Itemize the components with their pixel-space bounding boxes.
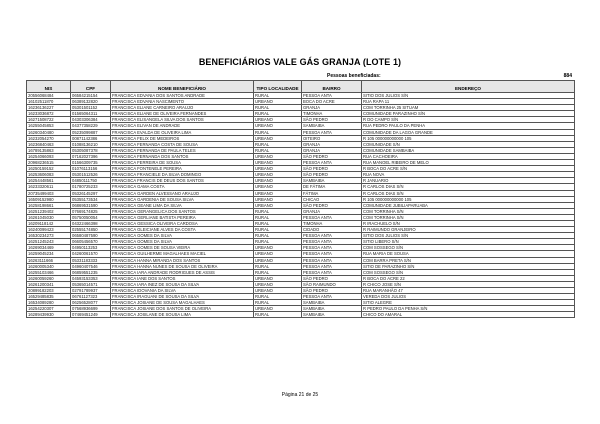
cell-nis: 16260059260 xyxy=(27,275,71,281)
cell-nome: FRANCISCA GOMES DA SILVA xyxy=(111,239,254,245)
cell-cpf: 01780725233 xyxy=(71,184,111,190)
cell-nome: FRANCISCA JOSIANE DOS SANTOS DE OLIVEIRA xyxy=(111,306,254,312)
cell-endereco: COMUNIDADE PARAZINHO S/N xyxy=(362,111,575,117)
cell-tipo-localidade: RURAL xyxy=(254,208,302,214)
cell-tipo-localidade: URBANO xyxy=(254,172,302,178)
cell-cpf: 05305087378 xyxy=(71,147,111,153)
cell-nome: FRANCISCA EDVANIA DOS SANTOS ANDRADE xyxy=(111,93,254,99)
beneficiary-table xyxy=(26,80,575,318)
cell-bairro: SAMBAIBA xyxy=(302,178,362,184)
cell-bairro: PESSOA ANTA xyxy=(302,245,362,251)
cell-bairro: SAMBAIBA xyxy=(302,300,362,306)
cell-nome: FRANCISCA EVALDA DE OLIVEIRA LIMA xyxy=(111,129,254,135)
cell-endereco: SITIO DE PARAZINHO S/N xyxy=(362,263,575,269)
cell-bairro: SÃO PEDRO xyxy=(302,166,362,172)
cell-endereco: RUA NOVA xyxy=(362,172,575,178)
cell-bairro: PESSOA ANTA xyxy=(302,269,362,275)
cell-endereco: R BOCA DO ACRE 22 xyxy=(362,275,575,281)
cell-endereco: SITIO ALEGRE xyxy=(362,300,575,306)
cell-nome: FRANCISCA ELIVAN DE ANDRADE xyxy=(111,123,254,129)
cell-tipo-localidade: URBANO xyxy=(254,288,302,294)
cell-bairro: GRANJA xyxy=(302,147,362,153)
cell-bairro: SÃO RAIMUNDO xyxy=(302,281,362,287)
cell-nis: 16236840463 xyxy=(27,141,71,147)
cell-cpf: 06869531590 xyxy=(71,202,111,208)
cell-nis: 16271508722 xyxy=(27,117,71,123)
cell-endereco: RUA MANOEL RIBEIRO DE MELO xyxy=(362,160,575,166)
cell-endereco: COMUNIDADE SAMBAIBA xyxy=(362,147,575,153)
cell-endereco: SITIO DOS JULIOS S/N xyxy=(362,93,575,99)
cell-bairro: PESSOA ANTA xyxy=(302,239,362,245)
cell-tipo-localidade: RURAL xyxy=(254,239,302,245)
header-cpf: CPF xyxy=(71,81,111,93)
cell-tipo-localidade: RURAL xyxy=(254,312,302,318)
cell-cpf: 05301512526 xyxy=(71,172,111,178)
cell-cpf: 05750050054 xyxy=(71,214,111,220)
cell-endereco: COMUNIDADE S/N xyxy=(362,141,575,147)
cell-endereco: COM SOSSEGO S/N xyxy=(362,269,575,275)
cell-bairro: PESSOA ANTA xyxy=(302,251,362,257)
cell-nome: FRANCISCA GUILHERME MAGALHAES MACIEL xyxy=(111,251,254,257)
cell-nome: FRANCISCA FRANCIELE DA SILVA DOMINGO xyxy=(111,172,254,178)
cell-nome: FRANCISCA GEANE LIMA DA SILVA xyxy=(111,202,254,208)
cell-nis: 16102511870 xyxy=(27,99,71,105)
cell-cpf: 06389132820 xyxy=(71,99,111,105)
cell-cpf: 07162027396 xyxy=(71,153,111,159)
cell-bairro: CHICAO xyxy=(302,196,362,202)
cell-cpf: 06256528077 xyxy=(71,300,111,306)
cell-tipo-localidade: URBANO xyxy=(254,160,302,166)
cell-nome: FRANCISCA JOSIANE DE SOUSA MAGALHAES xyxy=(111,300,254,306)
cell-nis: 16253606083 xyxy=(27,172,71,178)
cell-nome: FRANCISCA EDVANIA NASCIMENTO xyxy=(111,99,254,105)
cell-cpf: 02791789937 xyxy=(71,288,111,294)
cell-tipo-localidade: URBANO xyxy=(254,117,302,123)
cell-bairro: PESSOA ANTA xyxy=(302,257,362,263)
cell-cpf: 06580487590 xyxy=(71,233,111,239)
cell-bairro: SÃO PEDRO xyxy=(302,117,362,123)
cell-bairro: FÁTIMA xyxy=(302,190,362,196)
cell-tipo-localidade: RURAL xyxy=(254,147,302,153)
cell-nome: FRANCISCA GAMA COSTA xyxy=(111,184,254,190)
cell-bairro: SÃO PEDRO xyxy=(302,153,362,159)
cell-nis: 16250159152 xyxy=(27,166,71,172)
cell-cpf: 06584215154 xyxy=(71,93,111,99)
cell-nome: FRANCISCA ELIANE DE OLIVEIRA FERNANDES xyxy=(111,111,254,117)
cell-bairro: OITEIRO xyxy=(302,135,362,141)
table-row xyxy=(27,312,575,318)
cell-endereco: COM BARRA PRETA S/N xyxy=(362,257,575,263)
cell-tipo-localidade: URBANO xyxy=(254,190,302,196)
header-nis: NIS xyxy=(27,81,71,93)
page-number: Página 21 de 25 xyxy=(281,392,319,398)
cell-cpf: 01565064311 xyxy=(71,111,111,117)
cell-nome: FRANCISCA IDOVANIA DA SILVA xyxy=(111,288,254,294)
cell-nome: FRANCISCA FRANCIS DE DEUS DOS SANTOS xyxy=(111,178,254,184)
cell-tipo-localidade: URBANO xyxy=(254,306,302,312)
cell-endereco: R CHICO JOSE S/N xyxy=(362,281,575,287)
cell-cpf: 05326145297 xyxy=(71,190,111,196)
header-tipo-localidade: TIPO LOCALIDADE xyxy=(254,81,302,93)
cell-endereco: R RAIMUNDO GRANJEIRO xyxy=(362,227,575,233)
cell-endereco: R PEDRO PAULO DA PENHA S/N xyxy=(362,306,575,312)
cell-bairro: SAMBAIBA xyxy=(302,123,362,129)
cell-nome: FRANCISCA IARA INEZ DE SOUSA DA SILVA xyxy=(111,281,254,287)
cell-bairro: SÃO PEDRO xyxy=(302,288,362,294)
cell-bairro: PESSOA ANTA xyxy=(302,93,362,99)
cell-cpf: 04960407546 xyxy=(71,263,111,269)
document-title: BENEFICIÁRIOS VALE GÁS GRANJA (LOTE 1) xyxy=(198,57,402,67)
cell-nis: 16255103466 xyxy=(27,269,71,275)
cell-nome: FRANCISCA IARA ANDRADE RODRIGUES DE ASSIS xyxy=(111,269,254,275)
cell-nis: 20556068484 xyxy=(27,93,71,99)
cell-tipo-localidade: URBANO xyxy=(254,281,302,287)
cell-endereco: R BOCA DO ACRE S/N xyxy=(362,166,575,172)
cell-nome: FRANCISCA GERLIANE BATISTA PEREIRA xyxy=(111,214,254,220)
cell-nome: FRANCISCA IANE DOS SANTOS xyxy=(111,275,254,281)
cell-bairro: DE FÁTIMA xyxy=(302,184,362,190)
cell-endereco: COMUNIDADE JUBILIAPARUABA xyxy=(362,202,575,208)
cell-endereco: R IRACHUELO S/N xyxy=(362,220,575,226)
cell-tipo-localidade: RURAL xyxy=(254,111,302,117)
cell-endereco: RUA MARIA DE SOUSA xyxy=(362,251,575,257)
cell-tipo-localidade: URBANO xyxy=(254,135,302,141)
cell-endereco: R 105 000000000000 105 xyxy=(362,196,575,202)
cell-nis: 16251239402 xyxy=(27,208,71,214)
cell-bairro: GRANJA xyxy=(302,105,362,111)
cell-cpf: 04593153353 xyxy=(71,275,111,281)
cell-endereco: CHICO DO AMARAL xyxy=(362,312,575,318)
cell-cpf: 07568936699 xyxy=(71,306,111,312)
cell-nis: 16261045030 xyxy=(27,214,71,220)
cell-nome: FRANCISCA ELIANE CARNEIRO ARAUJO xyxy=(111,105,254,111)
cell-nis: 16232054270 xyxy=(27,135,71,141)
cell-nis: 16530234273 xyxy=(27,233,71,239)
cell-nome: FRANCISCA GERANGELICA DOS SANTOS xyxy=(111,208,254,214)
cell-cpf: 04260061570 xyxy=(71,251,111,257)
cell-tipo-localidade: RURAL xyxy=(254,300,302,306)
cell-nome: FRANCISCA ELISANGELA SILVA DOS SANTOS xyxy=(111,117,254,123)
cell-tipo-localidade: RURAL xyxy=(254,294,302,300)
cell-nome: FRANCISCA FERNANDA DE PAULA TELES xyxy=(111,147,254,153)
cell-cpf: 04377358229 xyxy=(71,123,111,129)
cell-nome: FRANCISCA GESSICA OLIVEIRA CARDOSA xyxy=(111,220,254,226)
cell-cpf: 06761127323 xyxy=(71,294,111,300)
cell-bairro: SÃO PEDRO xyxy=(302,275,362,281)
cell-nis: 16269034469 xyxy=(27,245,71,251)
cell-nis: 16251245243 xyxy=(27,239,71,245)
cell-bairro: GRANJA xyxy=(302,141,362,147)
cell-bairro: PESSOA ANTA xyxy=(302,294,362,300)
cell-cpf: 01566309735 xyxy=(71,160,111,166)
cell-tipo-localidade: URBANO xyxy=(254,178,302,184)
cell-endereco: RUA MARANHÃO 47 xyxy=(362,288,575,294)
cell-endereco: R DO CAMPO S/N xyxy=(362,117,575,123)
cell-bairro: SÃO PEDRO xyxy=(302,202,362,208)
cell-endereco: R 105 000000000000 105 xyxy=(362,135,575,141)
cell-endereco: COM TORRINHA S/N xyxy=(362,214,575,220)
cell-nis: 16259045234 xyxy=(27,251,71,257)
cell-tipo-localidade: RURAL xyxy=(254,214,302,220)
cell-endereco: COMUNIDADE DA LAGOA GRANDE xyxy=(362,129,575,135)
cell-nome: FRANCISCA GLEICIANE ALVES DA COSTA xyxy=(111,227,254,233)
cell-cpf: 05365014571 xyxy=(71,281,111,287)
cell-cpf: 06859551235 xyxy=(71,269,111,275)
cell-nis: 16260005340 xyxy=(27,263,71,269)
cell-cpf: 01088136210 xyxy=(71,141,111,147)
table-header-row xyxy=(27,81,575,93)
summary-count: 884 xyxy=(563,73,572,79)
cell-cpf: 07669174825 xyxy=(71,208,111,214)
cell-nis: 16236136227 xyxy=(27,105,71,111)
cell-nome: FRANCISCA HANNA NUNES DE SOUSA DE OLIVEIRA xyxy=(111,263,254,269)
cell-tipo-localidade: RURAL xyxy=(254,269,302,275)
cell-nis: 16233320611 xyxy=(27,184,71,190)
cell-tipo-localidade: URBANO xyxy=(254,196,302,202)
cell-nis: 16254220307 xyxy=(27,306,71,312)
cell-cpf: 00871142386 xyxy=(71,135,111,141)
cell-tipo-localidade: RURAL xyxy=(254,227,302,233)
header-bairro: BAIRRO xyxy=(302,81,362,93)
cell-endereco: SITIO LIBERO S/N xyxy=(362,239,575,245)
cell-bairro: PESSOA ANTA xyxy=(302,233,362,239)
cell-tipo-localidade: URBANO xyxy=(254,275,302,281)
cell-nis: 16509152980 xyxy=(27,196,71,202)
cell-endereco: COM SOSSEGO S/N xyxy=(362,245,575,251)
cell-nome: FRANCISCA FONTENELE PEREIRA xyxy=(111,166,254,172)
cell-bairro: PESSOA ANTA xyxy=(302,263,362,269)
cell-bairro: GRANJA xyxy=(302,208,362,214)
cell-nome: FRANCISCA JOSILANE DE SOUSA LIMA xyxy=(111,312,254,318)
header-endereco: ENDEREÇO xyxy=(362,81,575,93)
cell-cpf: 04303306384 xyxy=(71,117,111,123)
cell-tipo-localidade: RURAL xyxy=(254,93,302,99)
cell-tipo-localidade: RURAL xyxy=(254,220,302,226)
cell-nome: FRANCISCA HANNA MIRANDA DOS SANTOS xyxy=(111,257,254,263)
cell-cpf: 05355173534 xyxy=(71,196,111,202)
cell-nis: 16240099423 xyxy=(27,227,71,233)
cell-cpf: 05235099887 xyxy=(71,129,111,135)
cell-cpf: 05301501152 xyxy=(71,105,111,111)
cell-tipo-localidade: URBANO xyxy=(254,184,302,190)
cell-nis: 16209118142 xyxy=(27,220,71,226)
cell-bairro: BOCA DO ACRE xyxy=(302,99,362,105)
cell-bairro: SAMBAIBA xyxy=(302,306,362,312)
cell-nis: 20735499403 xyxy=(27,190,71,196)
cell-tipo-localidade: URBANO xyxy=(254,153,302,159)
cell-nome: FRANCISCA GARDEN ALVESSANO ARAUJO xyxy=(111,190,254,196)
cell-tipo-localidade: URBANO xyxy=(254,251,302,257)
cell-tipo-localidade: URBANO xyxy=(254,245,302,251)
cell-tipo-localidade: RURAL xyxy=(254,263,302,269)
cell-tipo-localidade: URBANO xyxy=(254,123,302,129)
cell-tipo-localidade: RURAL xyxy=(254,233,302,239)
cell-endereco: R JANUARIO xyxy=(362,178,575,184)
cell-tipo-localidade: RURAL xyxy=(254,105,302,111)
cell-tipo-localidade: URBANO xyxy=(254,99,302,105)
cell-nome: FRANCISCA IRAGUANI DE SOUSA DA SILVA xyxy=(111,294,254,300)
cell-endereco: COM TORRINHA S/N xyxy=(362,208,575,214)
header-nome: NOME BENEFICIÁRIO xyxy=(111,81,254,93)
cell-cpf: 07469451249 xyxy=(71,312,111,318)
cell-endereco: R CARLOS DIAS S/N xyxy=(362,190,575,196)
cell-nis: 16263111666 xyxy=(27,257,71,263)
cell-nome: FRANCISCA GARDENIA DE SOUSA SILVA xyxy=(111,196,254,202)
cell-tipo-localidade: RURAL xyxy=(254,141,302,147)
cell-endereco: RUA RAPA 11 xyxy=(362,99,575,105)
cell-cpf: 04950113253 xyxy=(71,245,111,251)
cell-cpf: 05331183333 xyxy=(71,257,111,263)
cell-nis: 16789135863 xyxy=(27,147,71,153)
cell-endereco: RUA CACHOEIRA xyxy=(362,153,575,159)
cell-nis: 16254066093 xyxy=(27,153,71,159)
cell-bairro: SÃO PEDRO xyxy=(302,172,362,178)
cell-nis: 16534089280 xyxy=(27,300,71,306)
cell-endereco: COM TORRINHA 25 SITUAM xyxy=(362,105,575,111)
cell-nis: 16529485835 xyxy=(27,294,71,300)
cell-nome: FRANCISCA FERNANDA COSTA DE SOUSA xyxy=(111,141,254,147)
cell-nome: FRANCISCA FERNANDA DOS SANTOS xyxy=(111,153,254,159)
cell-nome: FRANCISCA FERREIRA DE SOUSA xyxy=(111,160,254,166)
cell-bairro: PESSOA ANTA xyxy=(302,129,362,135)
cell-nis: 16260340480 xyxy=(27,129,71,135)
table-body xyxy=(27,93,575,318)
cell-tipo-localidade: URBANO xyxy=(254,202,302,208)
cell-bairro: CIDADO xyxy=(302,227,362,233)
cell-nome: FRANCISCA GOMES DE SOUSA VIEIRA xyxy=(111,245,254,251)
cell-tipo-localidade: RURAL xyxy=(254,129,302,135)
cell-bairro: PESSOA ANTA xyxy=(302,160,362,166)
cell-nis: 16233036872 xyxy=(27,111,71,117)
cell-endereco: SITIO DOS JULIOS S/N xyxy=(362,233,575,239)
cell-bairro: TIMONHA xyxy=(302,220,362,226)
cell-endereco: RUA PEDRO PAULO DA PENHA xyxy=(362,123,575,129)
cell-nis: 16254448561 xyxy=(27,178,71,184)
cell-cpf: 06605456570 xyxy=(71,239,111,245)
cell-cpf: 04850111750 xyxy=(71,178,111,184)
cell-bairro: PESSOA ANTA xyxy=(302,214,362,220)
cell-tipo-localidade: URBANO xyxy=(254,166,302,172)
cell-endereco: VEREDA DOS JULIOS xyxy=(362,294,575,300)
cell-nome: FRANCISCA GOMES DA SILVA xyxy=(111,233,254,239)
cell-nome: FRANCISCA FELIX DE MEDEIROS xyxy=(111,135,254,141)
cell-nis: 20968236515 xyxy=(27,160,71,166)
cell-nis: 20899182203 xyxy=(27,288,71,294)
cell-nis: 16261200341 xyxy=(27,281,71,287)
cell-bairro: TIMONHA xyxy=(302,111,362,117)
cell-cpf: 02555174850 xyxy=(71,227,111,233)
cell-nis: 16289439930 xyxy=(27,312,71,318)
cell-endereco: R CARLOS DIAS S/N xyxy=(362,184,575,190)
cell-bairro: SAMBAIBA xyxy=(302,312,362,318)
cell-tipo-localidade: URBANO xyxy=(254,257,302,263)
cell-cpf: 01076113156 xyxy=(71,166,111,172)
cell-nis: 16255045853 xyxy=(27,123,71,129)
cell-cpf: 04322466398 xyxy=(71,220,111,226)
cell-nis: 16258198661 xyxy=(27,202,71,208)
summary-label: Pessoas beneficiadas: xyxy=(327,73,381,79)
